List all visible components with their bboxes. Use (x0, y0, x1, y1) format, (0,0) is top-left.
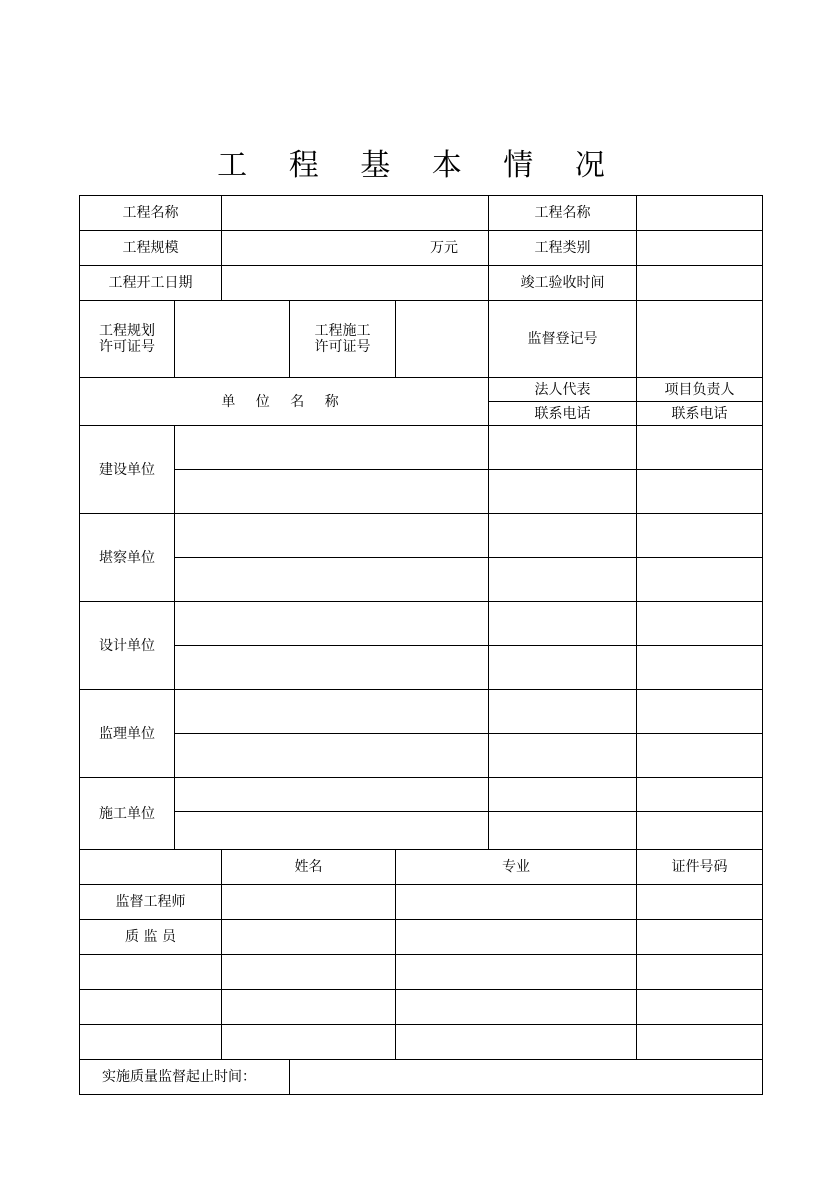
staff-name-field[interactable] (222, 955, 396, 990)
unit-name-field[interactable] (175, 690, 489, 734)
scale-field[interactable] (222, 231, 489, 266)
unit-name-field[interactable] (175, 602, 489, 646)
staff-cert-field[interactable] (637, 885, 763, 920)
unit-name-header: 单 位 名 称 (80, 378, 489, 426)
staff-major-field[interactable] (396, 955, 637, 990)
unit-name-field[interactable] (175, 514, 489, 558)
unit-label: 堪察单位 (80, 514, 175, 602)
staff-cert-field[interactable] (637, 1025, 763, 1060)
staff-role-field[interactable] (80, 1025, 222, 1060)
unit-name-field[interactable] (175, 734, 489, 778)
permit-row (80, 301, 763, 378)
unit-phone-field[interactable] (637, 470, 763, 514)
scale-row (80, 231, 763, 266)
staff-major-field[interactable] (396, 885, 637, 920)
unit-name-field[interactable] (175, 812, 489, 850)
completion-field[interactable] (637, 266, 763, 301)
legal-rep-header: 法人代表 (489, 378, 637, 402)
staff-name-field[interactable] (222, 920, 396, 955)
staff-role-field[interactable] (80, 990, 222, 1025)
period-field[interactable] (290, 1060, 763, 1095)
construction-permit-label: 工程施工 许可证号 (290, 301, 396, 378)
staff-row (80, 955, 763, 990)
unit-label: 监理单位 (80, 690, 175, 778)
staff-major-field[interactable] (396, 1025, 637, 1060)
unit-name-field[interactable] (175, 778, 489, 812)
staff-name-field[interactable] (222, 990, 396, 1025)
units-header-row-1 (80, 378, 763, 402)
unit-legal-field[interactable] (489, 426, 637, 470)
unit-phone-field[interactable] (637, 812, 763, 850)
unit-legal-field[interactable] (489, 690, 637, 734)
staff-cert-field[interactable] (637, 990, 763, 1025)
unit-phone-field[interactable] (489, 734, 637, 778)
unit-row (80, 812, 763, 850)
unit-phone-field[interactable] (489, 558, 637, 602)
supervision-reg-label: 监督登记号 (489, 301, 637, 378)
staff-header-row (80, 850, 763, 885)
unit-phone-field[interactable] (637, 558, 763, 602)
unit-row (80, 778, 763, 812)
staff-row (80, 920, 763, 955)
unit-phone-field[interactable] (489, 812, 637, 850)
unit-legal-field[interactable] (489, 514, 637, 558)
planning-permit-field[interactable] (175, 301, 290, 378)
project-info-table (79, 195, 763, 1095)
project-name-row (80, 196, 763, 231)
unit-leader-field[interactable] (637, 690, 763, 734)
unit-row (80, 734, 763, 778)
staff-role-field[interactable] (80, 955, 222, 990)
staff-row (80, 1025, 763, 1060)
unit-row (80, 514, 763, 558)
unit-leader-field[interactable] (637, 426, 763, 470)
unit-leader-field[interactable] (637, 778, 763, 812)
engineer-label: 监督工程师 (80, 885, 222, 920)
unit-name-field[interactable] (175, 426, 489, 470)
project-name-label: 工程名称 (80, 196, 222, 231)
staff-cert-field[interactable] (637, 955, 763, 990)
period-row (80, 1060, 763, 1095)
unit-phone-field[interactable] (637, 646, 763, 690)
supervision-reg-field[interactable] (637, 301, 763, 378)
planning-permit-label: 工程规划 许可证号 (80, 301, 175, 378)
page-title: 工 程 基 本 情 况 (217, 148, 621, 183)
staff-cert-header: 证件号码 (637, 850, 763, 885)
staff-major-field[interactable] (396, 920, 637, 955)
start-date-field[interactable] (222, 266, 489, 301)
staff-name-field[interactable] (222, 1025, 396, 1060)
unit-label: 设计单位 (80, 602, 175, 690)
unit-name-field[interactable] (175, 470, 489, 514)
inspector-label: 质 监 员 (80, 920, 222, 955)
unit-row (80, 426, 763, 470)
period-label: 实施质量监督起止时间： (80, 1060, 290, 1095)
scale-unit: 万元 (430, 240, 459, 256)
start-date-row (80, 266, 763, 301)
project-name-field-2[interactable] (637, 196, 763, 231)
unit-label: 建设单位 (80, 426, 175, 514)
start-date-label: 工程开工日期 (80, 266, 222, 301)
staff-role-header (80, 850, 222, 885)
unit-leader-field[interactable] (637, 602, 763, 646)
construction-permit-field[interactable] (396, 301, 489, 378)
unit-row (80, 558, 763, 602)
unit-row (80, 690, 763, 734)
staff-row (80, 990, 763, 1025)
unit-name-field[interactable] (175, 558, 489, 602)
unit-phone-field[interactable] (489, 470, 637, 514)
unit-row (80, 470, 763, 514)
phone-header-1: 联系电话 (489, 402, 637, 426)
unit-phone-field[interactable] (489, 646, 637, 690)
unit-legal-field[interactable] (489, 602, 637, 646)
project-name-label-2: 工程名称 (489, 196, 637, 231)
staff-name-header: 姓名 (222, 850, 396, 885)
staff-cert-field[interactable] (637, 920, 763, 955)
unit-phone-field[interactable] (637, 734, 763, 778)
category-label: 工程类别 (489, 231, 637, 266)
staff-name-field[interactable] (222, 885, 396, 920)
staff-row (80, 885, 763, 920)
scale-label: 工程规模 (80, 231, 222, 266)
project-name-field[interactable] (222, 196, 489, 231)
category-field[interactable] (637, 231, 763, 266)
unit-legal-field[interactable] (489, 778, 637, 812)
phone-header-2: 联系电话 (637, 402, 763, 426)
completion-label: 竣工验收时间 (489, 266, 637, 301)
unit-row (80, 646, 763, 690)
unit-name-field[interactable] (175, 646, 489, 690)
unit-leader-field[interactable] (637, 514, 763, 558)
unit-row (80, 602, 763, 646)
staff-major-header: 专业 (396, 850, 637, 885)
unit-label: 施工单位 (80, 778, 175, 850)
project-leader-header: 项目负责人 (637, 378, 763, 402)
staff-major-field[interactable] (396, 990, 637, 1025)
